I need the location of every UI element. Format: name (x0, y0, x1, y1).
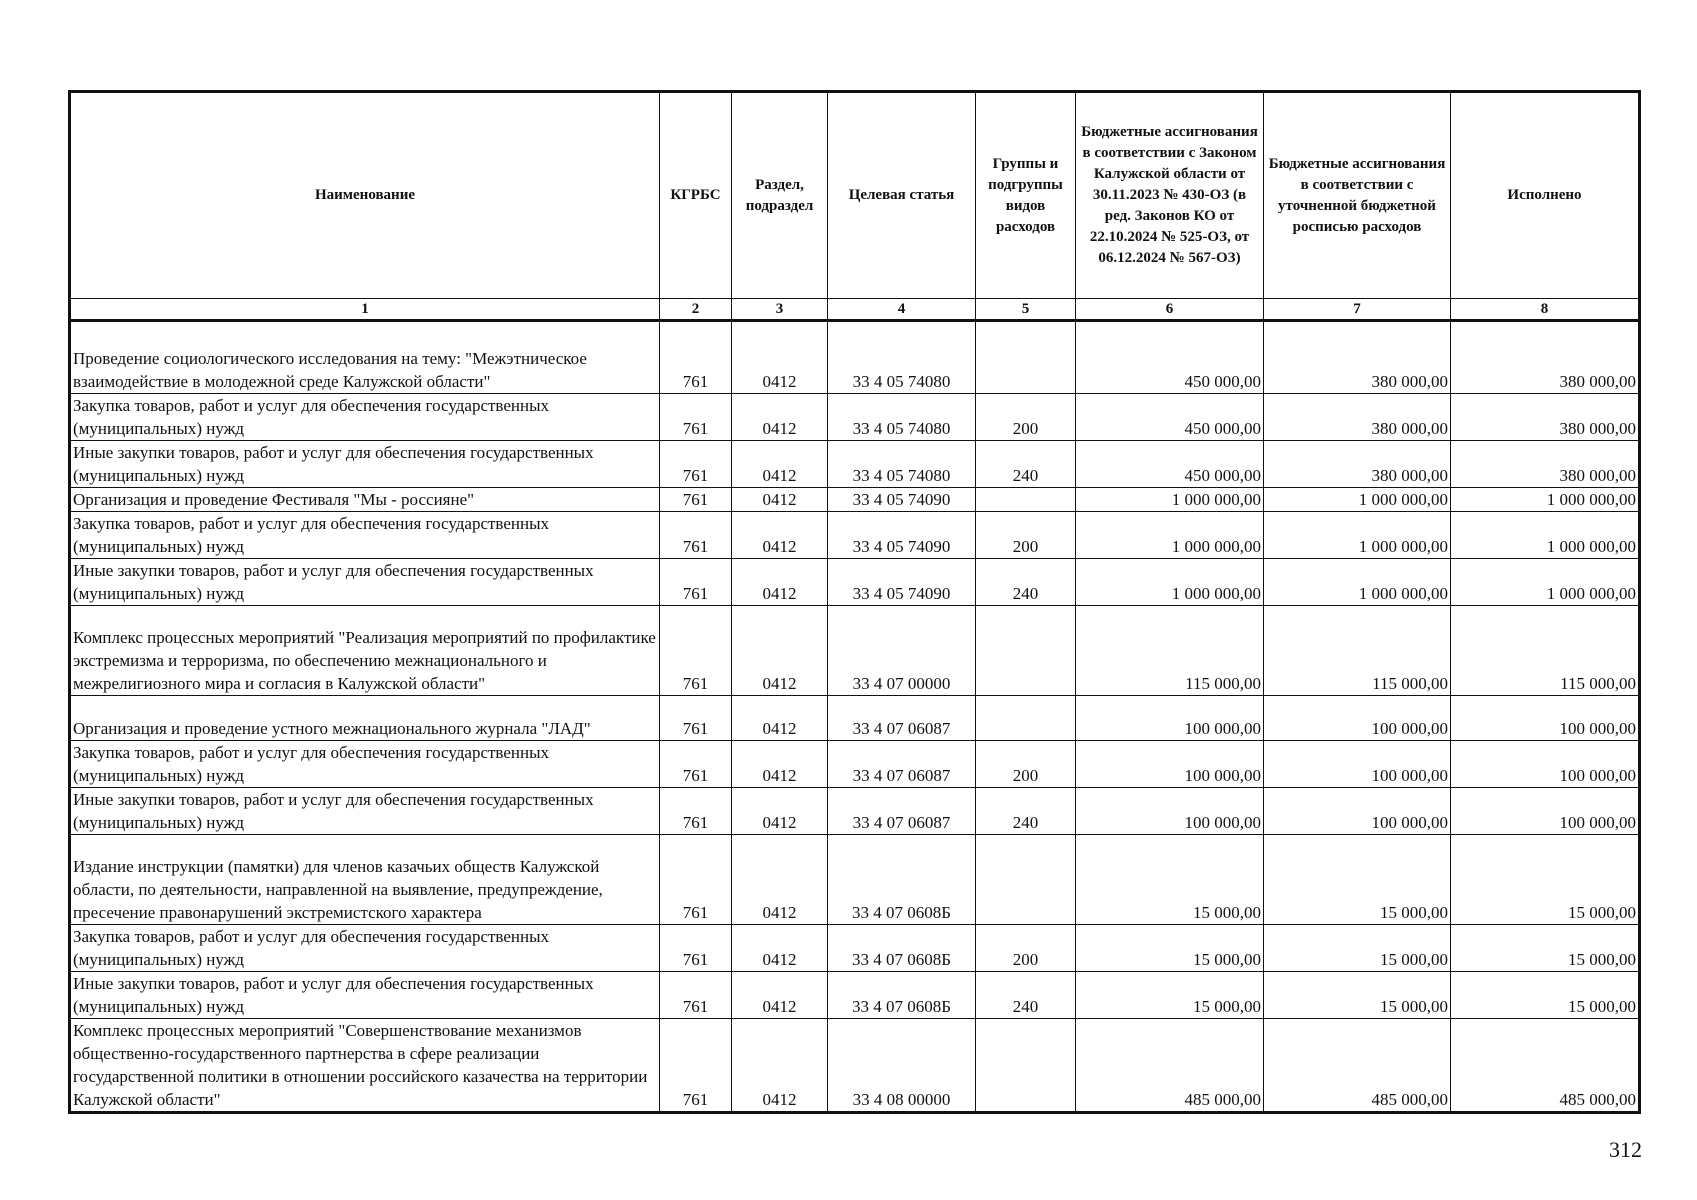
header-executed: Исполнено (1451, 92, 1640, 299)
row-section: 0412 (732, 559, 828, 606)
row-name: Организация и проведение Фестиваля "Мы - россияне" (70, 488, 660, 512)
row-expense-group (976, 696, 1076, 741)
table-row (70, 559, 1640, 606)
row-budget-refined: 15 000,00 (1264, 835, 1451, 925)
row-target-article: 33 4 05 74090 (828, 512, 976, 559)
row-budget-law: 100 000,00 (1076, 696, 1264, 741)
row-target-article: 33 4 07 0608Б (828, 925, 976, 972)
table-row (70, 741, 1640, 788)
row-budget-law: 1 000 000,00 (1076, 512, 1264, 559)
row-name: Иные закупки товаров, работ и услуг для обеспечения государственных (муниципальных) нужд (70, 441, 660, 488)
row-kgrbs: 761 (660, 488, 732, 512)
row-name: Организация и проведение устного межнационального журнала "ЛАД" (70, 696, 660, 741)
row-kgrbs: 761 (660, 321, 732, 394)
row-expense-group: 200 (976, 925, 1076, 972)
column-number: 5 (976, 299, 1076, 321)
row-kgrbs: 761 (660, 972, 732, 1019)
row-kgrbs: 761 (660, 559, 732, 606)
table-row (70, 321, 1640, 394)
row-executed: 100 000,00 (1451, 788, 1640, 835)
row-budget-law: 15 000,00 (1076, 972, 1264, 1019)
row-budget-refined: 485 000,00 (1264, 1019, 1451, 1113)
column-number: 2 (660, 299, 732, 321)
row-executed: 380 000,00 (1451, 441, 1640, 488)
row-expense-group: 200 (976, 394, 1076, 441)
row-expense-group: 200 (976, 741, 1076, 788)
row-budget-refined: 100 000,00 (1264, 696, 1451, 741)
row-kgrbs: 761 (660, 606, 732, 696)
column-number: 1 (70, 299, 660, 321)
row-budget-refined: 115 000,00 (1264, 606, 1451, 696)
row-expense-group (976, 1019, 1076, 1113)
row-expense-group: 240 (976, 972, 1076, 1019)
row-kgrbs: 761 (660, 741, 732, 788)
row-name: Проведение социологического исследования на тему: "Межэтническое взаимодействие в молодежной среде Калужской области" (70, 321, 660, 394)
row-section: 0412 (732, 488, 828, 512)
row-budget-refined: 380 000,00 (1264, 441, 1451, 488)
row-expense-group (976, 488, 1076, 512)
row-target-article: 33 4 07 06087 (828, 741, 976, 788)
row-budget-law: 1 000 000,00 (1076, 488, 1264, 512)
row-budget-refined: 380 000,00 (1264, 394, 1451, 441)
table-row (70, 925, 1640, 972)
column-number: 4 (828, 299, 976, 321)
row-kgrbs: 761 (660, 925, 732, 972)
row-budget-law: 15 000,00 (1076, 925, 1264, 972)
row-section: 0412 (732, 606, 828, 696)
header-row (70, 92, 1640, 299)
table-row (70, 441, 1640, 488)
table-row (70, 488, 1640, 512)
row-budget-refined: 100 000,00 (1264, 741, 1451, 788)
row-section: 0412 (732, 512, 828, 559)
row-section: 0412 (732, 925, 828, 972)
row-executed: 1 000 000,00 (1451, 559, 1640, 606)
row-expense-group (976, 835, 1076, 925)
row-executed: 100 000,00 (1451, 696, 1640, 741)
row-budget-refined: 100 000,00 (1264, 788, 1451, 835)
row-executed: 100 000,00 (1451, 741, 1640, 788)
page-number: 312 (1609, 1137, 1642, 1162)
row-target-article: 33 4 05 74090 (828, 559, 976, 606)
header-kgrbs: КГРБС (660, 92, 732, 299)
row-name: Комплекс процессных мероприятий "Реализация мероприятий по профилактике экстремизма и терроризма, по обеспечению межнационального и межрелигиозного мира и согласия в Калужской области" (70, 606, 660, 696)
row-name: Закупка товаров, работ и услуг для обеспечения государственных (муниципальных) нужд (70, 741, 660, 788)
header-budget-law: Бюджетные ассигнования в соответствии с Законом Калужской области от 30.11.2023 № 430-ОЗ (в ред. Законов КО от 22.10.2024 № 525-ОЗ, от 06.12.2024 № 567-ОЗ) (1076, 92, 1264, 299)
row-kgrbs: 761 (660, 441, 732, 488)
row-section: 0412 (732, 835, 828, 925)
row-kgrbs: 761 (660, 788, 732, 835)
row-budget-refined: 380 000,00 (1264, 321, 1451, 394)
table-row (70, 512, 1640, 559)
header-target-article: Целевая статья (828, 92, 976, 299)
row-executed: 380 000,00 (1451, 321, 1640, 394)
row-expense-group: 200 (976, 512, 1076, 559)
row-target-article: 33 4 07 06087 (828, 696, 976, 741)
column-number-row (70, 299, 1640, 321)
table-row (70, 788, 1640, 835)
row-section: 0412 (732, 1019, 828, 1113)
table-row (70, 835, 1640, 925)
row-budget-refined: 15 000,00 (1264, 972, 1451, 1019)
row-executed: 15 000,00 (1451, 925, 1640, 972)
row-budget-refined: 15 000,00 (1264, 925, 1451, 972)
row-executed: 1 000 000,00 (1451, 512, 1640, 559)
row-budget-law: 100 000,00 (1076, 788, 1264, 835)
row-expense-group: 240 (976, 559, 1076, 606)
row-executed: 485 000,00 (1451, 1019, 1640, 1113)
row-executed: 15 000,00 (1451, 835, 1640, 925)
header-name: Наименование (70, 92, 660, 299)
row-budget-law: 450 000,00 (1076, 441, 1264, 488)
row-kgrbs: 761 (660, 696, 732, 741)
row-target-article: 33 4 07 00000 (828, 606, 976, 696)
row-budget-law: 450 000,00 (1076, 394, 1264, 441)
row-budget-law: 485 000,00 (1076, 1019, 1264, 1113)
row-name: Закупка товаров, работ и услуг для обеспечения государственных (муниципальных) нужд (70, 512, 660, 559)
row-target-article: 33 4 07 0608Б (828, 972, 976, 1019)
row-expense-group (976, 321, 1076, 394)
row-expense-group: 240 (976, 788, 1076, 835)
header-budget-refined: Бюджетные ассигнования в соответствии с уточненной бюджетной росписью расходов (1264, 92, 1451, 299)
column-number: 8 (1451, 299, 1640, 321)
row-budget-law: 450 000,00 (1076, 321, 1264, 394)
column-number: 3 (732, 299, 828, 321)
table-row (70, 1019, 1640, 1113)
row-target-article: 33 4 07 06087 (828, 788, 976, 835)
row-kgrbs: 761 (660, 1019, 732, 1113)
row-budget-refined: 1 000 000,00 (1264, 488, 1451, 512)
row-budget-refined: 1 000 000,00 (1264, 512, 1451, 559)
row-kgrbs: 761 (660, 512, 732, 559)
row-target-article: 33 4 05 74080 (828, 441, 976, 488)
row-target-article: 33 4 08 00000 (828, 1019, 976, 1113)
header-section: Раздел, подраздел (732, 92, 828, 299)
row-section: 0412 (732, 394, 828, 441)
row-name: Закупка товаров, работ и услуг для обеспечения государственных (муниципальных) нужд (70, 394, 660, 441)
table-row (70, 696, 1640, 741)
row-target-article: 33 4 05 74090 (828, 488, 976, 512)
row-name: Иные закупки товаров, работ и услуг для обеспечения государственных (муниципальных) нужд (70, 559, 660, 606)
row-section: 0412 (732, 788, 828, 835)
table-row (70, 972, 1640, 1019)
row-target-article: 33 4 07 0608Б (828, 835, 976, 925)
row-budget-law: 115 000,00 (1076, 606, 1264, 696)
header-expense-groups: Группы и подгруппы видов расходов (976, 92, 1076, 299)
row-name: Комплекс процессных мероприятий "Совершенствование механизмов общественно-государственного партнерства в сфере реализации государственной политики в отношении российского казачества на территории Калужской области" (70, 1019, 660, 1113)
row-budget-refined: 1 000 000,00 (1264, 559, 1451, 606)
row-expense-group (976, 606, 1076, 696)
row-section: 0412 (732, 696, 828, 741)
row-expense-group: 240 (976, 441, 1076, 488)
row-executed: 115 000,00 (1451, 606, 1640, 696)
row-name: Издание инструкции (памятки) для членов казачьих обществ Калужской области, по деятельности, направленной на выявление, предупреждение, пресечение правонарушений экстремистского характера (70, 835, 660, 925)
row-executed: 380 000,00 (1451, 394, 1640, 441)
row-name: Закупка товаров, работ и услуг для обеспечения государственных (муниципальных) нужд (70, 925, 660, 972)
row-section: 0412 (732, 741, 828, 788)
row-kgrbs: 761 (660, 394, 732, 441)
row-name: Иные закупки товаров, работ и услуг для обеспечения государственных (муниципальных) нужд (70, 788, 660, 835)
column-number: 6 (1076, 299, 1264, 321)
row-name: Иные закупки товаров, работ и услуг для обеспечения государственных (муниципальных) нужд (70, 972, 660, 1019)
row-budget-law: 1 000 000,00 (1076, 559, 1264, 606)
row-executed: 15 000,00 (1451, 972, 1640, 1019)
table-row (70, 606, 1640, 696)
row-target-article: 33 4 05 74080 (828, 321, 976, 394)
row-budget-law: 15 000,00 (1076, 835, 1264, 925)
column-number: 7 (1264, 299, 1451, 321)
row-kgrbs: 761 (660, 835, 732, 925)
row-section: 0412 (732, 321, 828, 394)
row-section: 0412 (732, 972, 828, 1019)
row-executed: 1 000 000,00 (1451, 488, 1640, 512)
budget-table (68, 90, 1641, 1114)
table-body (70, 321, 1640, 1113)
row-budget-law: 100 000,00 (1076, 741, 1264, 788)
row-target-article: 33 4 05 74080 (828, 394, 976, 441)
row-section: 0412 (732, 441, 828, 488)
table-row (70, 394, 1640, 441)
